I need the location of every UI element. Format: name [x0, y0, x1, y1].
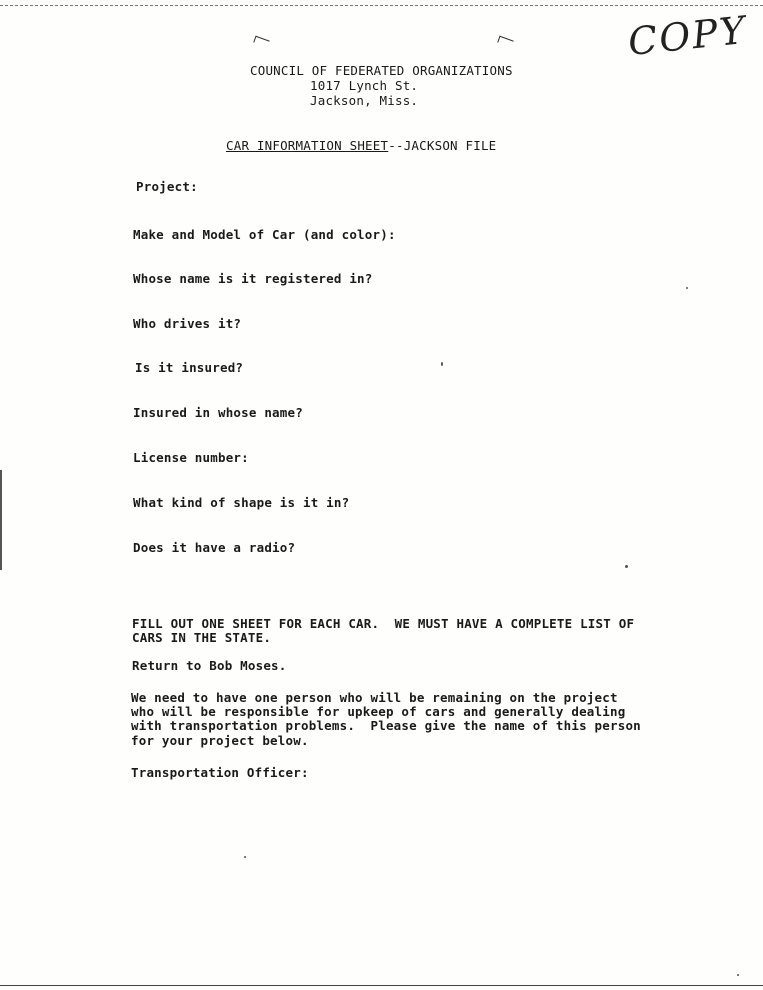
question-insured: Is it insured? [135, 360, 244, 375]
paragraph-line-1: We need to have one person who will be remaining on the project [131, 690, 618, 705]
header-org: COUNCIL OF FEDERATED ORGANIZATIONS [250, 63, 513, 78]
scan-speck [441, 362, 443, 366]
title-suffix: --JACKSON FILE [388, 138, 497, 153]
header-street: 1017 Lynch St. [310, 78, 419, 93]
scan-speck [244, 856, 246, 858]
question-license: License number: [133, 450, 249, 465]
question-make-model: Make and Model of Car (and color): [133, 227, 396, 242]
scan-speck [625, 565, 628, 568]
page-title [226, 138, 496, 153]
paragraph-line-4: for your project below. [131, 733, 309, 748]
question-insured-name: Insured in whose name? [133, 405, 303, 420]
question-project: Project: [136, 179, 198, 194]
scan-speck [737, 974, 739, 976]
instruction-line-1: FILL OUT ONE SHEET FOR EACH CAR. WE MUST HAVE A COMPLETE LIST OF [132, 616, 635, 631]
copy-stamp: COPY [626, 7, 749, 65]
return-to: Return to Bob Moses. [132, 658, 287, 673]
instruction-line-2: CARS IN THE STATE. [132, 630, 272, 645]
page-bottom-edge [0, 985, 763, 986]
paragraph-line-2: who will be responsible for upkeep of cars and generally dealing [131, 704, 626, 719]
question-radio: Does it have a radio? [133, 540, 296, 555]
transportation-officer-label: Transportation Officer: [131, 765, 309, 780]
page-top-edge [0, 0, 763, 6]
pen-mark [253, 36, 269, 48]
paragraph-line-3: with transportation problems. Please give the name of this person [131, 718, 641, 733]
title-main: CAR INFORMATION SHEET [226, 138, 389, 153]
question-registered: Whose name is it registered in? [133, 271, 373, 286]
header-city: Jackson, Miss. [310, 93, 419, 108]
page-left-edge-mark [0, 470, 2, 570]
question-condition: What kind of shape is it in? [133, 495, 350, 510]
question-driver: Who drives it? [133, 316, 242, 331]
pen-mark [497, 36, 513, 48]
scan-speck [686, 287, 688, 289]
